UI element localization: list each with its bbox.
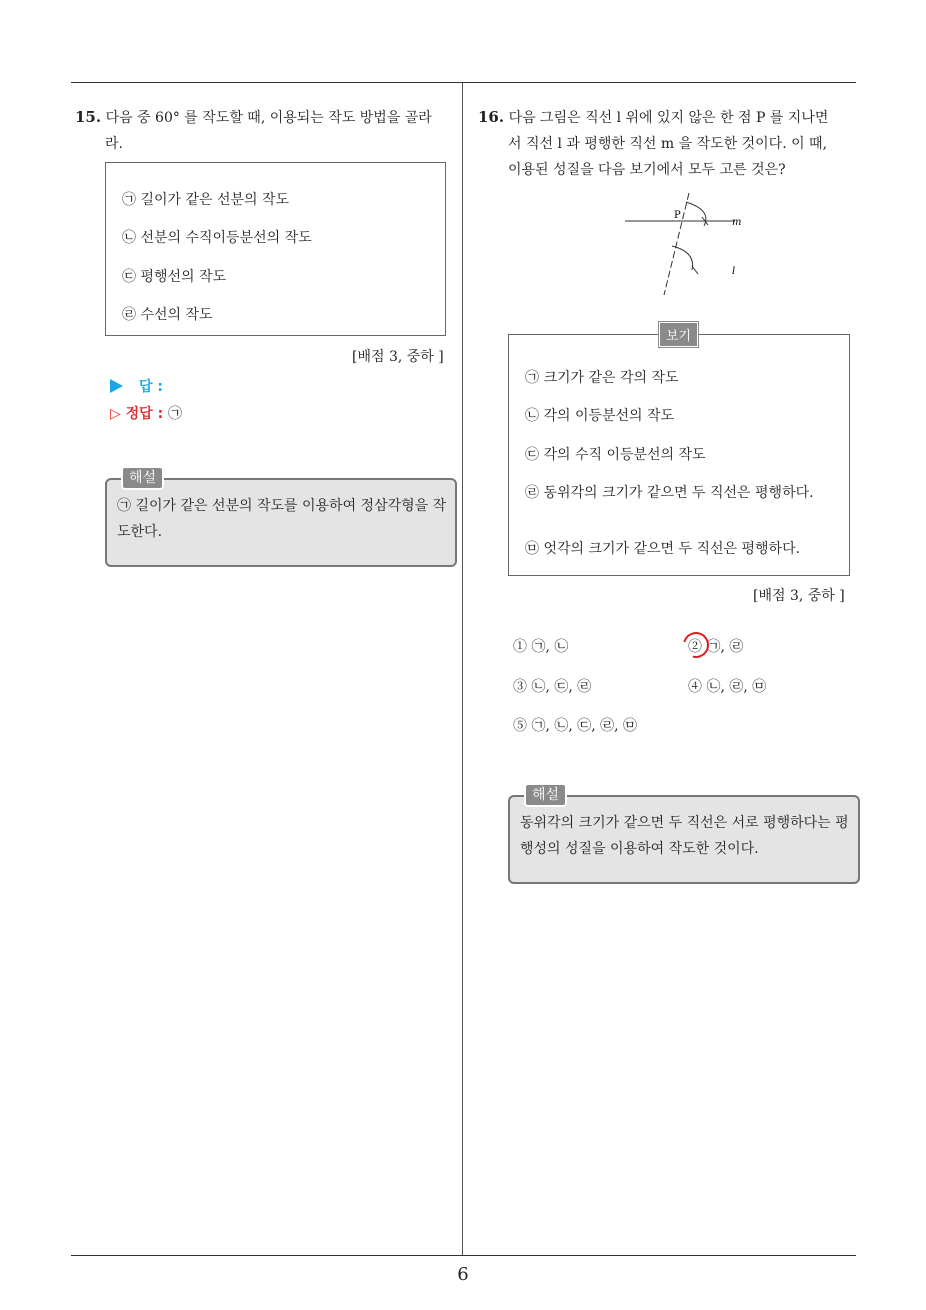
choice-1[interactable]: ① ㉠, ㉡ [513,639,569,655]
question-15 [75,104,460,157]
question-15-explanation-text: ㉠ 길이가 같은 선분의 작도를 이용하여 정삼각형을 작도한다. [117,498,447,540]
question-16-number: 16. [478,108,505,126]
q15-option-4: ㉣ 수선의 작도 [122,307,213,323]
line-m-label: m [732,217,742,228]
correct-answer-label: ▷ 정답 : [110,406,164,422]
choice-3[interactable]: ③ ㉡, ㉢, ㉣ [513,679,592,695]
q15-option-1: ㉠ 길이가 같은 선분의 작도 [122,192,290,208]
top-rule [71,82,856,83]
question-15-score: [배점 3, 중하 ] [352,349,444,365]
arc-lower [672,246,693,270]
selected-answer-circle [678,627,714,663]
q16-option-5: ㉤ 엇각의 크기가 같으면 두 직선은 평행하다. [525,541,801,557]
transversal-line [664,193,689,295]
bottom-rule [71,1255,856,1256]
q15-option-3: ㉢ 평행선의 작도 [122,269,227,285]
arc-upper [686,202,706,226]
question-16-explanation-text: 동위각의 크기가 같으면 두 직선은 서로 평행하다는 평행성의 성질을 이용하여 작도한 것이다. [520,815,849,857]
answer-label: 답 : [139,379,163,395]
parallel-line-construction-figure [620,190,750,300]
question-16-score: [배점 3, 중하 ] [753,588,845,604]
choice-4[interactable]: ④ ㉡, ㉣, ㉤ [688,679,767,695]
q16-option-2: ㉡ 각의 이등분선의 작도 [525,408,675,424]
q16-option-3: ㉢ 각의 수직 이등분선의 작도 [525,447,706,463]
q16-option-1: ㉠ 크기가 같은 각의 작도 [525,370,679,386]
answer-row [110,376,163,396]
column-divider [462,83,463,1255]
question-16-text-line2: 서 직선 l 과 평행한 직선 m 을 작도한 것이다. 이 때, [508,136,828,152]
question-16 [478,104,863,183]
explanation-tag: 해설 [524,783,567,807]
play-triangle-icon [110,379,123,393]
question-15-text-line2: 라. [105,136,123,152]
question-16-bogi-box [508,334,850,576]
correct-answer-row [110,403,182,423]
question-15-text-line1: 다음 중 60° 를 작도할 때, 이용되는 작도 방법을 골라 [105,110,432,126]
choice-2[interactable]: ② ㉠, ㉣ [688,639,744,655]
arc-tick-lower [692,266,698,274]
page-number: 6 [457,1264,469,1285]
question-15-options-box [105,162,446,336]
q15-option-2: ㉡ 선분의 수직이등분선의 작도 [122,230,312,246]
point-p-label: P [674,210,681,221]
bogi-label: 보기 [659,322,698,347]
question-16-text-line1: 다음 그림은 직선 l 위에 있지 않은 한 점 P 를 지나면 [508,110,829,126]
question-15-explanation [105,470,457,567]
question-16-explanation [508,787,860,884]
question-15-number: 15. [75,108,102,126]
explanation-tag: 해설 [121,466,164,490]
choice-5[interactable]: ⑤ ㉠, ㉡, ㉢, ㉣, ㉤ [513,718,638,734]
q16-option-4: ㉣ 동위각의 크기가 같으면 두 직선은 평행하다. [525,485,814,501]
correct-answer-value: ㉠ [168,406,183,422]
question-16-text-line3: 이용된 성질을 다음 보기에서 모두 고른 것은? [508,162,786,178]
line-l-label: l [732,266,736,277]
